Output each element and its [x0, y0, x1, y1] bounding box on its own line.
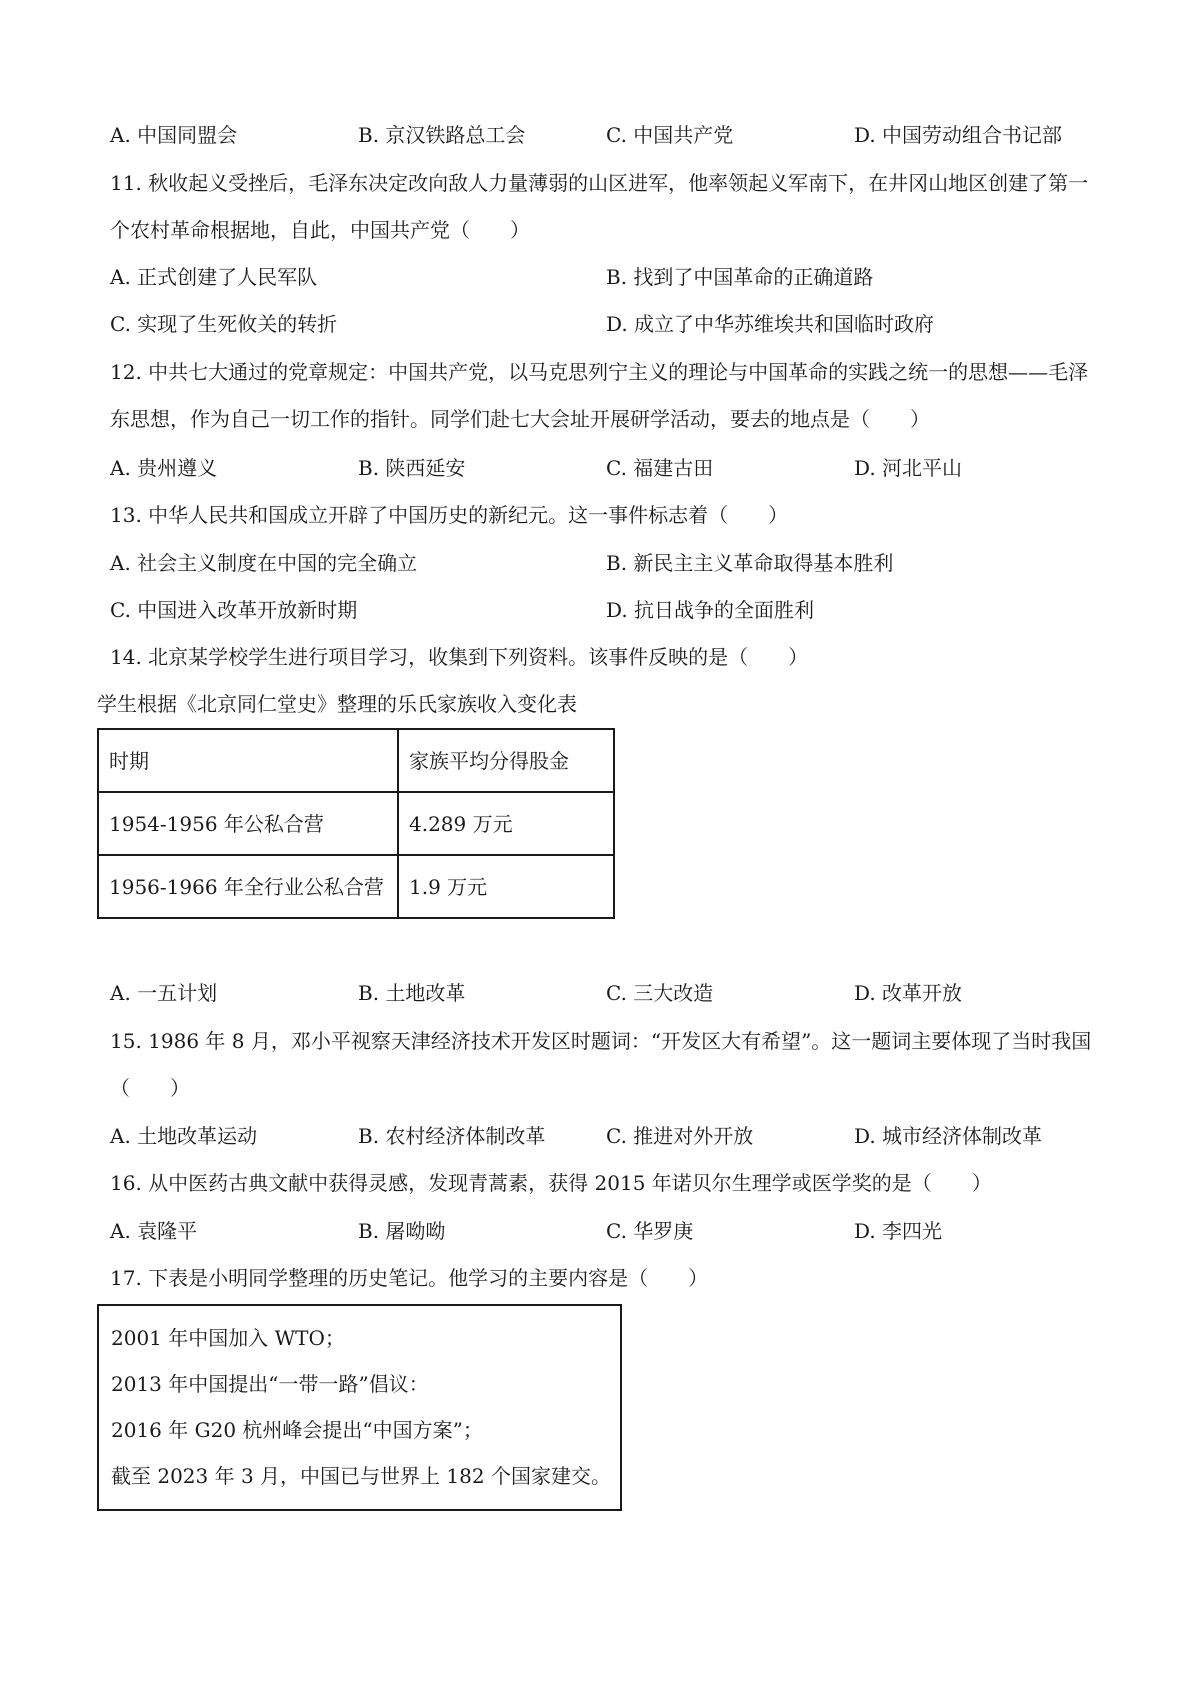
q17-note-line: 2013 年中国提出“一带一路”倡议：	[111, 1372, 429, 1396]
q14-income-table	[97, 728, 615, 919]
table-header-dividend: 家族平均分得股金	[398, 729, 614, 792]
table-cell-dividend: 1.9 万元	[398, 855, 614, 918]
table-cell-period: 1956-1966 年全行业公私合营	[98, 855, 398, 918]
q14-option-b[interactable]: B. 土地改革	[358, 981, 466, 1005]
q16-option-a[interactable]: A. 袁隆平	[110, 1219, 198, 1243]
q16-options	[110, 1221, 1100, 1245]
q11-option-a[interactable]: A. 正式创建了人民军队	[110, 265, 318, 289]
q13-option-b[interactable]: B. 新民主主义革命取得基本胜利	[606, 551, 894, 575]
q15-option-b[interactable]: B. 农村经济体制改革	[358, 1124, 546, 1148]
q10-option-a[interactable]: A. 中国同盟会	[110, 123, 238, 147]
table-header-row	[98, 729, 614, 792]
q14-option-a[interactable]: A. 一五计划	[110, 981, 218, 1005]
q12-options	[110, 458, 1100, 482]
q17-note-line: 截至 2023 年 3 月，中国已与世界上 182 个国家建交。	[111, 1464, 611, 1488]
q15-option-d[interactable]: D. 城市经济体制改革	[854, 1124, 1043, 1148]
q10-options	[110, 125, 1100, 149]
q13-option-c[interactable]: C. 中国进入改革开放新时期	[110, 598, 358, 622]
q14-stem: 14. 北京某学校学生进行项目学习，收集到下列资料。该事件反映的是（ ）	[110, 645, 809, 669]
q16-option-c[interactable]: C. 华罗庚	[606, 1219, 694, 1243]
table-row	[98, 792, 614, 855]
q12-option-a[interactable]: A. 贵州遵义	[110, 456, 218, 480]
q13-option-a[interactable]: A. 社会主义制度在中国的完全确立	[110, 551, 418, 575]
q16-option-d[interactable]: D. 李四光	[854, 1219, 943, 1243]
q16-option-b[interactable]: B. 屠呦呦	[358, 1219, 446, 1243]
q12-option-b[interactable]: B. 陕西延安	[358, 456, 466, 480]
q13-stem: 13. 中华人民共和国成立开辟了中国历史的新纪元。这一事件标志着（ ）	[110, 503, 789, 527]
q11-stem: 11. 秋收起义受挫后，毛泽东决定改向敌人力量薄弱的山区进军，他率领起义军南下，在井冈山地区创建了第一个农村革命根据地，自此，中国共产党（ ）	[110, 171, 1089, 242]
q14-options	[110, 983, 1100, 1007]
q13-option-d[interactable]: D. 抗日战争的全面胜利	[606, 598, 815, 622]
q17-notes-box	[97, 1304, 622, 1511]
table-cell-period: 1954-1956 年公私合营	[98, 792, 398, 855]
q15-stem: 15. 1986 年 8 月，邓小平视察天津经济技术开发区时题词：“开发区大有希望”。这一题词主要体现了当时我国（ ）	[110, 1029, 1092, 1100]
q11-option-c[interactable]: C. 实现了生死攸关的转折	[110, 312, 338, 336]
q17-note-line: 2016 年 G20 杭州峰会提出“中国方案”；	[111, 1418, 483, 1442]
q15-option-a[interactable]: A. 土地改革运动	[110, 1124, 258, 1148]
q12-stem: 12. 中共七大通过的党章规定：中国共产党，以马克思列宁主义的理论与中国革命的实践之统一的思想——毛泽东思想，作为自己一切工作的指针。同学们赴七大会址开展研学活动，要去的地点是（ ）	[110, 360, 1089, 431]
table-header-period: 时期	[98, 729, 398, 792]
q10-option-b[interactable]: B. 京汉铁路总工会	[358, 123, 526, 147]
q17-note-line: 2001 年中国加入 WTO；	[111, 1326, 345, 1350]
q15-option-c[interactable]: C. 推进对外开放	[606, 1124, 754, 1148]
q14-table-caption: 学生根据《北京同仁堂史》整理的乐氏家族收入变化表	[97, 692, 577, 716]
q13-options	[110, 553, 1100, 577]
q11-option-d[interactable]: D. 成立了中华苏维埃共和国临时政府	[606, 312, 935, 336]
q11-options-2	[110, 314, 1100, 338]
q14-option-d[interactable]: D. 改革开放	[854, 981, 963, 1005]
q11-option-b[interactable]: B. 找到了中国革命的正确道路	[606, 265, 874, 289]
q12-option-c[interactable]: C. 福建古田	[606, 456, 714, 480]
table-cell-dividend: 4.289 万元	[398, 792, 614, 855]
q15-options	[110, 1126, 1100, 1150]
q16-stem: 16. 从中医药古典文献中获得灵感，发现青蒿素，获得 2015 年诺贝尔生理学或医学奖的是（ ）	[110, 1171, 992, 1195]
q13-options-2	[110, 600, 1100, 624]
q10-option-c[interactable]: C. 中国共产党	[606, 123, 734, 147]
table-row	[98, 855, 614, 918]
q14-option-c[interactable]: C. 三大改造	[606, 981, 714, 1005]
q10-option-d[interactable]: D. 中国劳动组合书记部	[854, 123, 1063, 147]
q12-option-d[interactable]: D. 河北平山	[854, 456, 963, 480]
q11-options	[110, 267, 1100, 291]
q17-stem: 17. 下表是小明同学整理的历史笔记。他学习的主要内容是（ ）	[110, 1266, 709, 1290]
